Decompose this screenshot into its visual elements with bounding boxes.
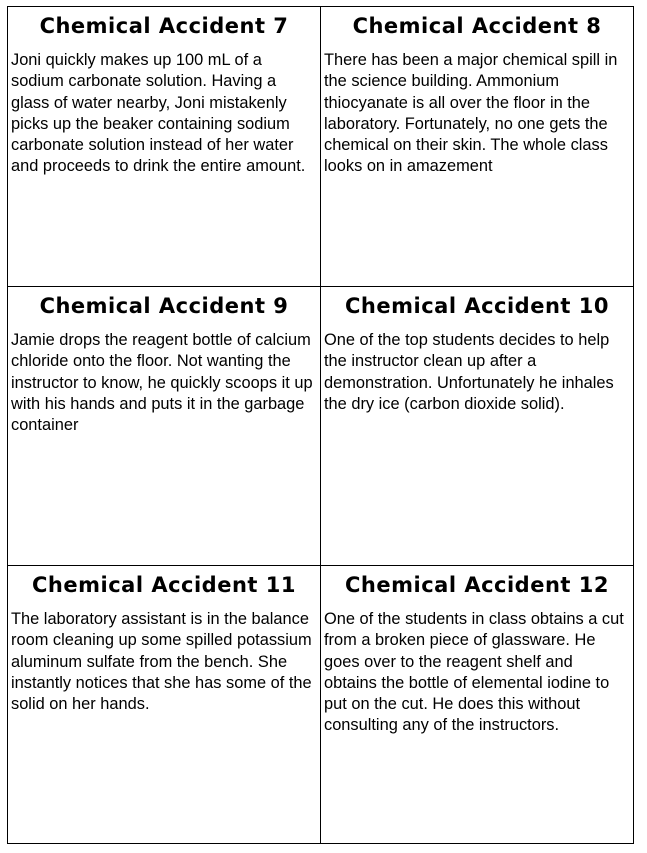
card-title: Chemical Accident 10 — [345, 294, 609, 318]
card-title: Chemical Accident 7 — [39, 14, 289, 38]
card-body: Jamie drops the reagent bottle of calcium chloride onto the floor. Not wanting the instructor to know, he quickly scoops it up with his hands and puts it in the garbage container — [11, 331, 313, 435]
accident-card-8 — [321, 7, 633, 287]
accident-card-11 — [8, 566, 321, 843]
card-title: Chemical Accident 9 — [39, 294, 289, 318]
card-body: There has been a major chemical spill in the science building. Ammonium thiocyanate is all over the floor in the laboratory. Fortunately, no one gets the chemical on their skin. The whole class looks on in amazement — [324, 51, 618, 176]
card-body: Joni quickly makes up 100 mL of a sodium carbonate solution. Having a glass of water nearby, Joni mistakenly picks up the beaker containing sodium carbonate solution instead of her water and proceeds to drink the entire amount. — [11, 51, 306, 176]
accident-card-7 — [8, 7, 321, 287]
card-body: One of the students in class obtains a cut from a broken piece of glassware. He goes over to the reagent shelf and obtains the bottle of elemental iodine to put on the cut. He does this without consulting any of the instructors. — [324, 610, 624, 735]
card-title: Chemical Accident 11 — [32, 573, 296, 597]
card-body: One of the top students decides to help the instructor clean up after a demonstration. Unfortunately he inhales the dry ice (carbon dioxide solid). — [324, 331, 614, 413]
card-title: Chemical Accident 12 — [345, 573, 609, 597]
card-body: The laboratory assistant is in the balance room cleaning up some spilled potassium aluminum sulfate from the bench. She instantly notices that she has some of the solid on her hands. — [11, 610, 312, 714]
accident-card-grid — [7, 6, 634, 844]
accident-card-12 — [321, 566, 633, 843]
accident-card-9 — [8, 287, 321, 566]
accident-card-10 — [321, 287, 633, 566]
card-title: Chemical Accident 8 — [352, 14, 602, 38]
